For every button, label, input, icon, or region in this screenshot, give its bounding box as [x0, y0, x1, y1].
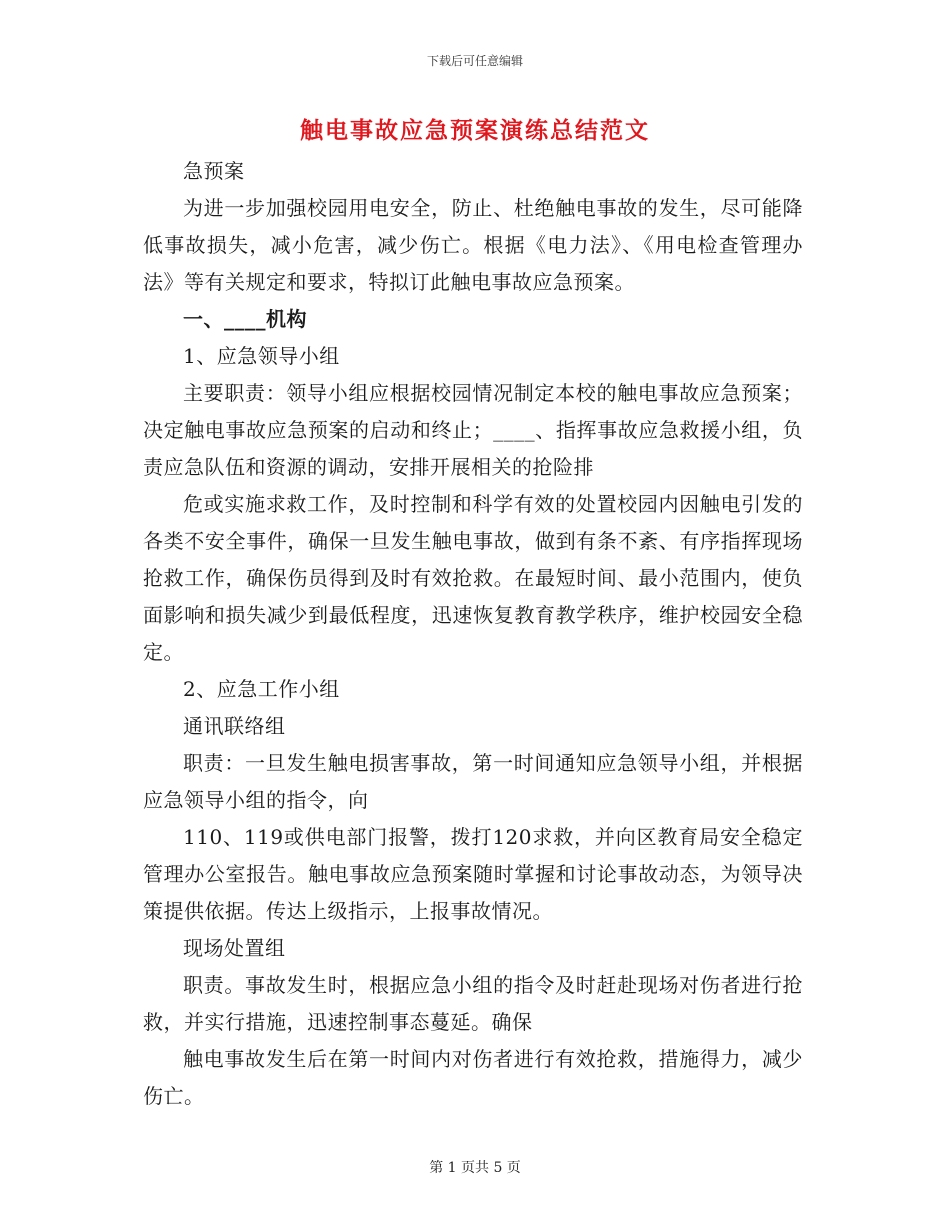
paragraph-reporting: 110、119或供电部门报警，拨打120求救，并向区教育局安全稳定管理办公室报告。触电事故应急预案随时掌握和讨论事故动态，为领导决策提供依据。传达上级指示，上报事故情况。	[143, 825, 803, 923]
section-heading-organization: 一、____机构	[183, 307, 307, 331]
paragraph-first-aid: 触电事故发生后在第一时间内对伤者进行有效抢救，措施得力，减少伤亡。	[143, 1047, 803, 1108]
subsection-heading-leadership-group: 1、应急领导小组	[183, 344, 340, 368]
paragraph-purpose: 为进一步加强校园用电安全，防止、杜绝触电事故的发生，尽可能降低事故损失，减小危害，减少伤亡。根据《电力法》、《用电检查管理办法》等有关规定和要求，特拟订此触电事故应急预案。	[143, 196, 803, 294]
subsection-heading-work-group: 2、应急工作小组	[183, 677, 340, 701]
paragraph-communication-duties: 职责：一旦发生触电损害事故，第一时间通知应急领导小组，并根据应急领导小组的指令，向	[143, 751, 803, 812]
document-body	[143, 153, 803, 1115]
page-header: 下载后可任意编辑	[426, 54, 523, 68]
paragraph-intro-heading: 急预案	[183, 159, 245, 183]
page-footer: 第 1 页共 5 页	[429, 1160, 521, 1176]
paragraph-rescue-work: 危或实施求救工作，及时控制和科学有效的处置校园内因触电引发的各类不安全事件，确保一旦发生触电事故，做到有条不紊、有序指挥现场抢救工作，确保伤员得到及时有效抢救。在最短时间、最小范围内，使负面影响和损失减少到最低程度，迅速恢复教育教学秩序，维护校园安全稳定。	[143, 492, 803, 664]
document-title: 触电事故应急预案演练总结范文	[300, 117, 650, 144]
group-heading-communication: 通讯联络组	[183, 714, 286, 738]
group-heading-onsite-response: 现场处置组	[183, 936, 286, 960]
paragraph-leadership-duties: 主要职责：领导小组应根据校园情况制定本校的触电事故应急预案；决定触电事故应急预案的启动和终止；____、指挥事故应急救援小组，负责应急队伍和资源的调动，安排开展相关的抢险排	[143, 381, 803, 479]
paragraph-onsite-duties: 职责。事故发生时，根据应急小组的指令及时赶赴现场对伤者进行抢救，并实行措施，迅速控制事态蔓延。确保	[143, 973, 803, 1034]
